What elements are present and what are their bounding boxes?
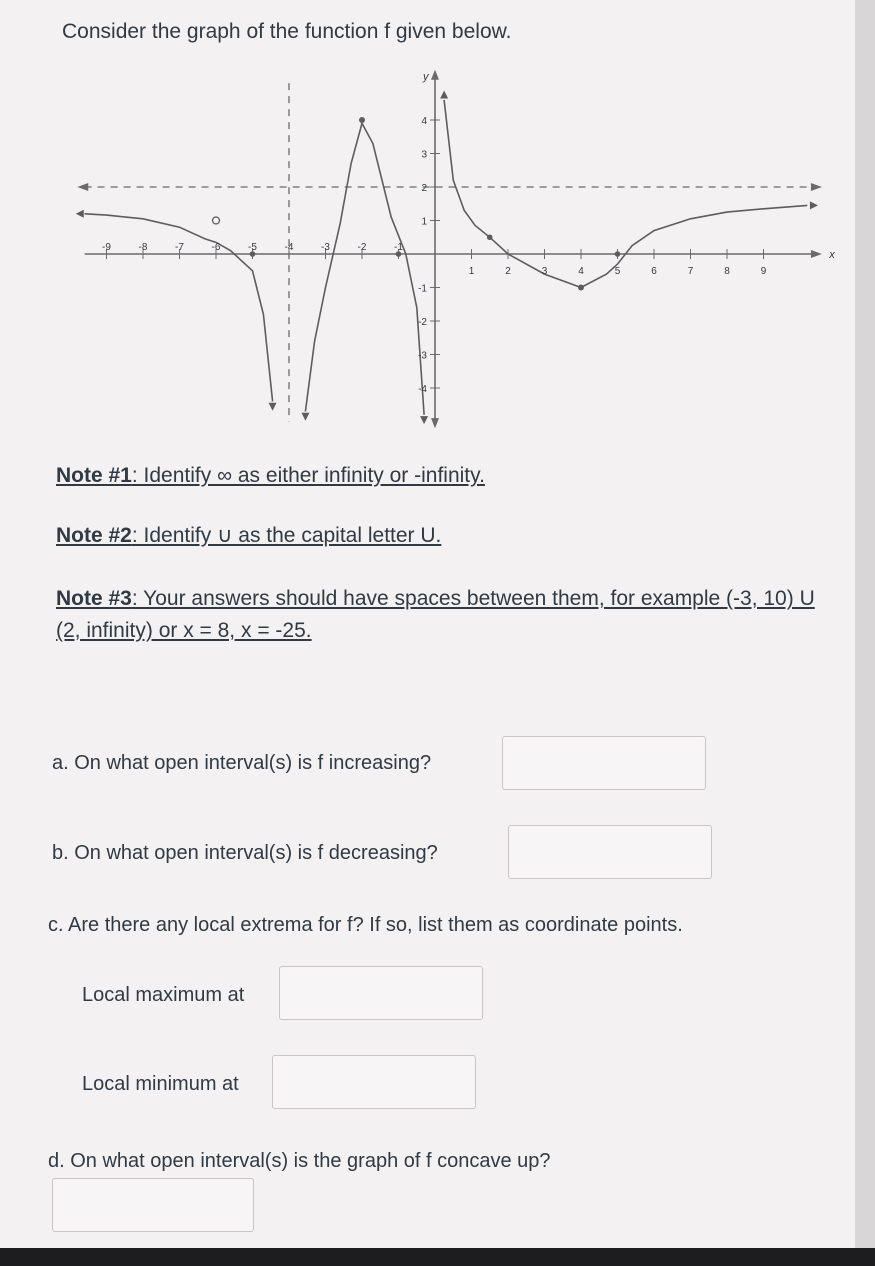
open-point (213, 217, 220, 224)
x-tick-label: 3 (541, 266, 548, 277)
y-tick-label: 1 (421, 216, 427, 228)
local-min-label: Local minimum at (82, 1073, 239, 1095)
x-axis-label: x (829, 249, 835, 261)
y-tick-label: -4 (418, 384, 427, 395)
note-text: : Identify ∪ as the capital letter U. (131, 524, 442, 547)
local-max-point (359, 117, 365, 123)
y-tick-label: 2 (421, 183, 427, 194)
answer-b-input[interactable] (508, 825, 712, 879)
question-b: b. On what open interval(s) is f decreasing? (52, 842, 438, 864)
local-min-input[interactable] (272, 1055, 476, 1109)
question-a: a. On what open interval(s) is f increasing? (52, 752, 432, 774)
x-tick-label: -4 (284, 242, 294, 253)
y-tick-label: -2 (418, 317, 427, 328)
y-axis-label: y (423, 70, 429, 83)
local-min-point (578, 285, 584, 291)
x-tick-label: -6 (211, 242, 221, 253)
x-tick-label: 9 (760, 266, 767, 277)
note-3 (56, 583, 826, 647)
answer-a-input[interactable] (502, 736, 706, 790)
note-text: : Your answers should have spaces between them, for example (-3, 10) U (2, infinity) or x = 8, x = -25. (56, 587, 815, 642)
curve-point (487, 234, 493, 240)
asymptote-arrow (811, 183, 822, 191)
local-max-label: Local maximum at (82, 984, 245, 1006)
asymptote-arrow (77, 183, 88, 191)
x-tick-label: -5 (248, 242, 257, 253)
x-tick-label: -8 (138, 242, 148, 253)
y-axis-arrow (431, 418, 439, 428)
x-tick-label: -9 (102, 242, 111, 253)
curve-arrow (269, 403, 277, 411)
x-tick-label: 6 (651, 266, 657, 277)
note-label: Note #1 (56, 464, 132, 487)
question-c: c. Are there any local extrema for f? If so, list them as coordinate points. (48, 914, 683, 936)
curve-arrow (440, 91, 448, 99)
curve-point (615, 251, 621, 257)
note-label: Note #2 (56, 524, 132, 547)
note-label: Note #3 (56, 587, 132, 610)
x-tick-label: 8 (724, 266, 730, 277)
x-tick-label: -2 (357, 242, 367, 253)
x-tick-label: -3 (321, 242, 330, 253)
note-1 (56, 460, 826, 492)
curve-arrow (76, 210, 84, 218)
x-tick-label: 4 (578, 266, 584, 277)
intro-text: Consider the graph of the function f given below. (62, 20, 512, 43)
y-tick-label: 3 (421, 149, 427, 161)
answer-d-input[interactable] (52, 1178, 254, 1232)
curve-arrow (301, 413, 309, 421)
curve-middle-branch (305, 123, 424, 415)
x-tick-label: 2 (505, 266, 511, 277)
x-axis-arrow (811, 250, 822, 258)
local-max-input[interactable] (279, 966, 483, 1020)
y-tick-label: 4 (421, 116, 427, 127)
y-tick-label: -1 (418, 283, 427, 295)
curve-arrow (810, 201, 818, 209)
x-tick-label: 1 (468, 266, 475, 277)
x-tick-label: 5 (614, 266, 621, 277)
page-edge (855, 0, 875, 1248)
question-d: d. On what open interval(s) is the graph of f concave up? (48, 1150, 551, 1172)
x-tick-label: 7 (687, 266, 694, 277)
note-2 (56, 520, 826, 552)
y-tick-label: -3 (418, 350, 427, 362)
curve-right-branch (444, 100, 807, 288)
curve-arrow (420, 416, 428, 424)
bottom-bar (0, 1248, 875, 1266)
x-tick-label: -1 (394, 242, 403, 253)
function-graph (55, 70, 845, 440)
x-tick-label: -7 (175, 242, 184, 253)
y-axis-arrow (431, 70, 439, 80)
note-text: : Identify ∞ as either infinity or -infinity. (131, 464, 485, 487)
